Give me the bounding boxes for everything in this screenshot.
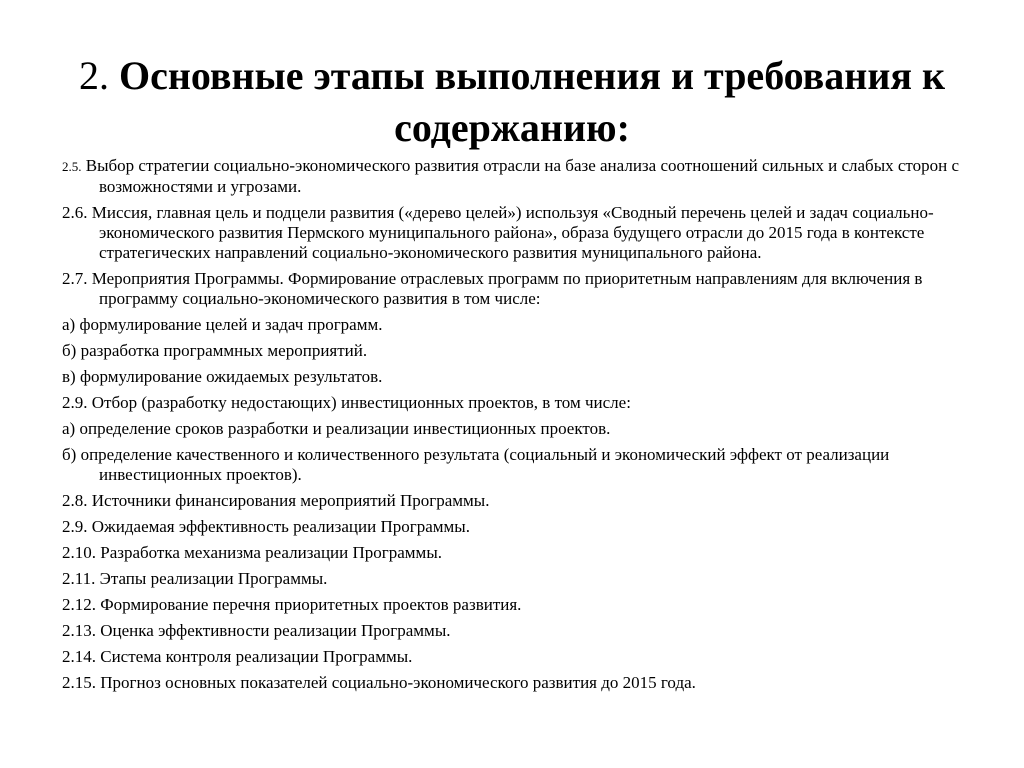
item-text: Этапы реализации Программы. <box>99 569 328 588</box>
list-item <box>62 269 972 309</box>
item-number: 2.15. <box>62 673 96 692</box>
item-text: Ожидаемая эффективность реализации Программы. <box>91 517 470 536</box>
item-number: 2.6. <box>62 203 88 222</box>
item-text: определение сроков разработки и реализации инвестиционных проектов. <box>79 419 611 438</box>
list-item <box>62 543 972 563</box>
list-item <box>62 673 972 693</box>
item-number: 2.8. <box>62 491 88 510</box>
item-text: Источники финансирования мероприятий Программы. <box>91 491 490 510</box>
title-number: 2. <box>78 53 109 98</box>
item-number: 2.14. <box>62 647 96 666</box>
item-text: формулирование целей и задач программ. <box>79 315 383 334</box>
list-item <box>62 595 972 615</box>
item-text: формулирование ожидаемых результатов. <box>79 367 383 386</box>
list-item <box>62 367 972 387</box>
item-number: 2.7. <box>62 269 88 288</box>
item-number: 2.5. <box>62 159 82 174</box>
item-number: б) <box>62 445 77 464</box>
slide-title <box>60 50 964 154</box>
item-number: а) <box>62 315 76 334</box>
item-number: в) <box>62 367 76 386</box>
item-text: Выбор стратегии социально-экономического развития отрасли на базе анализа соотношений сильных и слабых сторон с возможностями и угрозами. <box>85 156 960 196</box>
list-item <box>62 203 972 263</box>
list-item <box>62 647 972 667</box>
list-item <box>62 341 972 361</box>
list-item <box>62 156 972 197</box>
item-number: а) <box>62 419 76 438</box>
list-item <box>62 517 972 537</box>
list-item <box>62 491 972 511</box>
list-item <box>62 569 972 589</box>
list-item <box>62 315 972 335</box>
list-item <box>62 419 972 439</box>
list-item <box>62 621 972 641</box>
item-text: Отбор (разработку недостающих) инвестиционных проектов, в том числе: <box>91 393 631 412</box>
item-text: Прогноз основных показателей социально-экономического развития до 2015 года. <box>100 673 696 692</box>
item-number: б) <box>62 341 77 360</box>
item-text: Формирование перечня приоритетных проектов развития. <box>100 595 522 614</box>
item-text: разработка программных мероприятий. <box>80 341 368 360</box>
content-list <box>62 156 972 699</box>
item-text: Разработка механизма реализации Программы. <box>100 543 442 562</box>
item-text: Миссия, главная цель и подцели развития («дерево целей») используя «Сводный перечень целей и задач социально-экономического развития Пермского муниципального района», образа будущего отрасли до 2015 года в контексте стратегических направлений социально-экономического развития муниципального района. <box>91 203 934 262</box>
item-text: Система контроля реализации Программы. <box>100 647 413 666</box>
item-text: определение качественного и количественного результата (социальный и экономический эффект от реализации инвестиционных проектов). <box>80 445 890 484</box>
item-number: 2.12. <box>62 595 96 614</box>
item-number: 2.13. <box>62 621 96 640</box>
item-text: Оценка эффективности реализации Программы. <box>100 621 451 640</box>
item-number: 2.10. <box>62 543 96 562</box>
item-number: 2.11. <box>62 569 96 588</box>
item-number: 2.9. <box>62 517 88 536</box>
item-number: 2.9. <box>62 393 88 412</box>
list-item <box>62 445 972 485</box>
title-text: Основные этапы выполнения и требования к содержанию: <box>118 53 946 150</box>
list-item <box>62 393 972 413</box>
item-text: Мероприятия Программы. Формирование отраслевых программ по приоритетным направлениям для включения в программу социально-экономического развития в том числе: <box>91 269 923 308</box>
